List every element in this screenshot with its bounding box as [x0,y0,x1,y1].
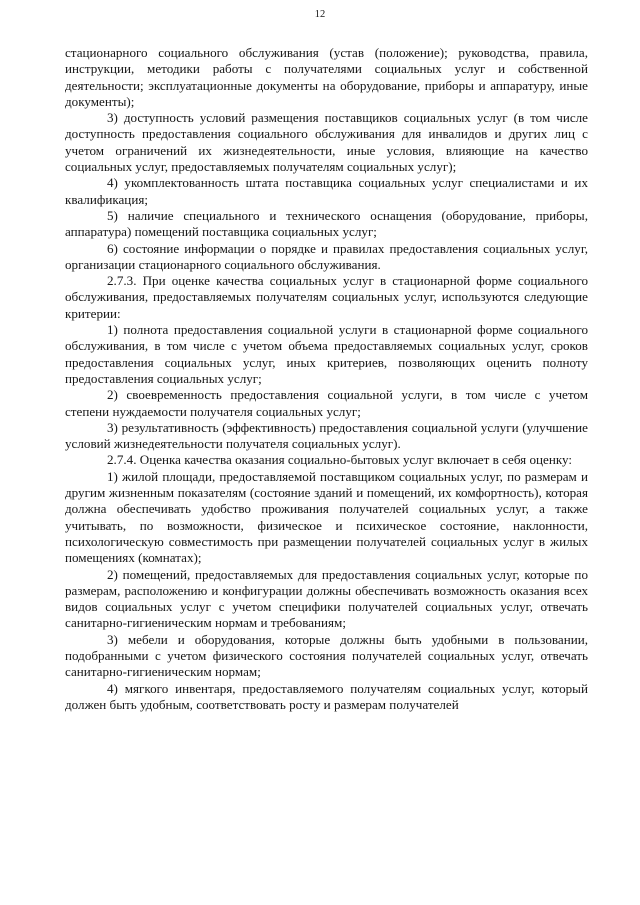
paragraph-assessment-1-living-space: 1) жилой площади, предоставляемой поставщиком социальных услуг, по размерам и другим жизненным показателям (состояние зданий и помещений, их комфортность), которая должна обеспечивать удобство проживания получателей социальных услуг, а также учитывать, по возможности, физическое и психическое состояние, наклонности, психологическую совместимость при размещении получателей социальных услуг в жилых помещениях (комнатах); [65,468,588,566]
paragraph-item-3-accessibility: 3) доступность условий размещения поставщиков социальных услуг (в том числе доступность предоставления социального обслуживания для инвалидов и других лиц с учетом ограничений их жизнедеятельности, иные условия, влияющие на качество социальных услуг, предоставляемых получателям социальных услуг); [65,110,588,175]
paragraph-continuation: стационарного социального обслуживания (устав (положение); руководства, правила, инструкции, методики работы с получателями социальных услуг и собственной деятельности; эксплуатационные документы на оборудование, приборы и аппаратуру, иные документы); [65,45,588,109]
paragraph-assessment-4-soft-inventory: 4) мягкого инвентаря, предоставляемого получателям социальных услуг, который должен быть удобным, соответствовать росту и размерам получателей [65,680,588,712]
paragraph-assessment-2-premises: 2) помещений, предоставляемых для предоставления социальных услуг, которые по размерам, расположению и конфигурации должны обеспечивать возможность оказания всех видов социальных услуг с учетом специфики получателей социальных услуг, отвечать санитарно-гигиеническим нормам и требованиям; [65,566,588,631]
paragraph-criterion-1-completeness: 1) полнота предоставления социальной услуги в стационарной форме социального обслуживания, в том числе с учетом объема предоставляемых социальных услуг, сроков предоставления социальных услуг, иных критериев, позволяющих оценить полноту предоставления социальных услуг; [65,322,588,386]
paragraph-section-2-7-4: 2.7.4. Оценка качества оказания социально-бытовых услуг включает в себя оценку: [107,452,573,468]
page-number: 12 [314,9,326,20]
paragraph-criterion-2-timeliness: 2) своевременность предоставления социальной услуги, в том числе с учетом степени нуждаемости получателя социальных услуг; [65,387,588,419]
paragraph-assessment-3-furniture: 3) мебели и оборудования, которые должны быть удобными в пользовании, подобранными с учетом физического состояния получателей социальных услуг, отвечать санитарно-гигиеническим нормам; [65,631,588,680]
paragraph-item-5-equipment: 5) наличие специального и технического оснащения (оборудование, приборы, аппаратура) помещений поставщика социальных услуг; [65,207,588,240]
document-body [65,45,588,713]
paragraph-item-4-staffing: 4) укомплектованность штата поставщика социальных услуг специалистами и их квалификация; [65,175,588,207]
paragraph-section-2-7-3: 2.7.3. При оценке качества социальных услуг в стационарной форме социального обслуживания, предоставляемых получателям социальных услуг, используются следующие критерии: [65,273,588,321]
paragraph-criterion-3-effectiveness: 3) результативность (эффективность) предоставления социальной услуги (улучшение условий жизнедеятельности получателя социальных услуг). [65,419,588,452]
paragraph-item-6-information: 6) состояние информации о порядке и правилах предоставления социальных услуг, организации стационарного социального обслуживания. [65,240,588,272]
